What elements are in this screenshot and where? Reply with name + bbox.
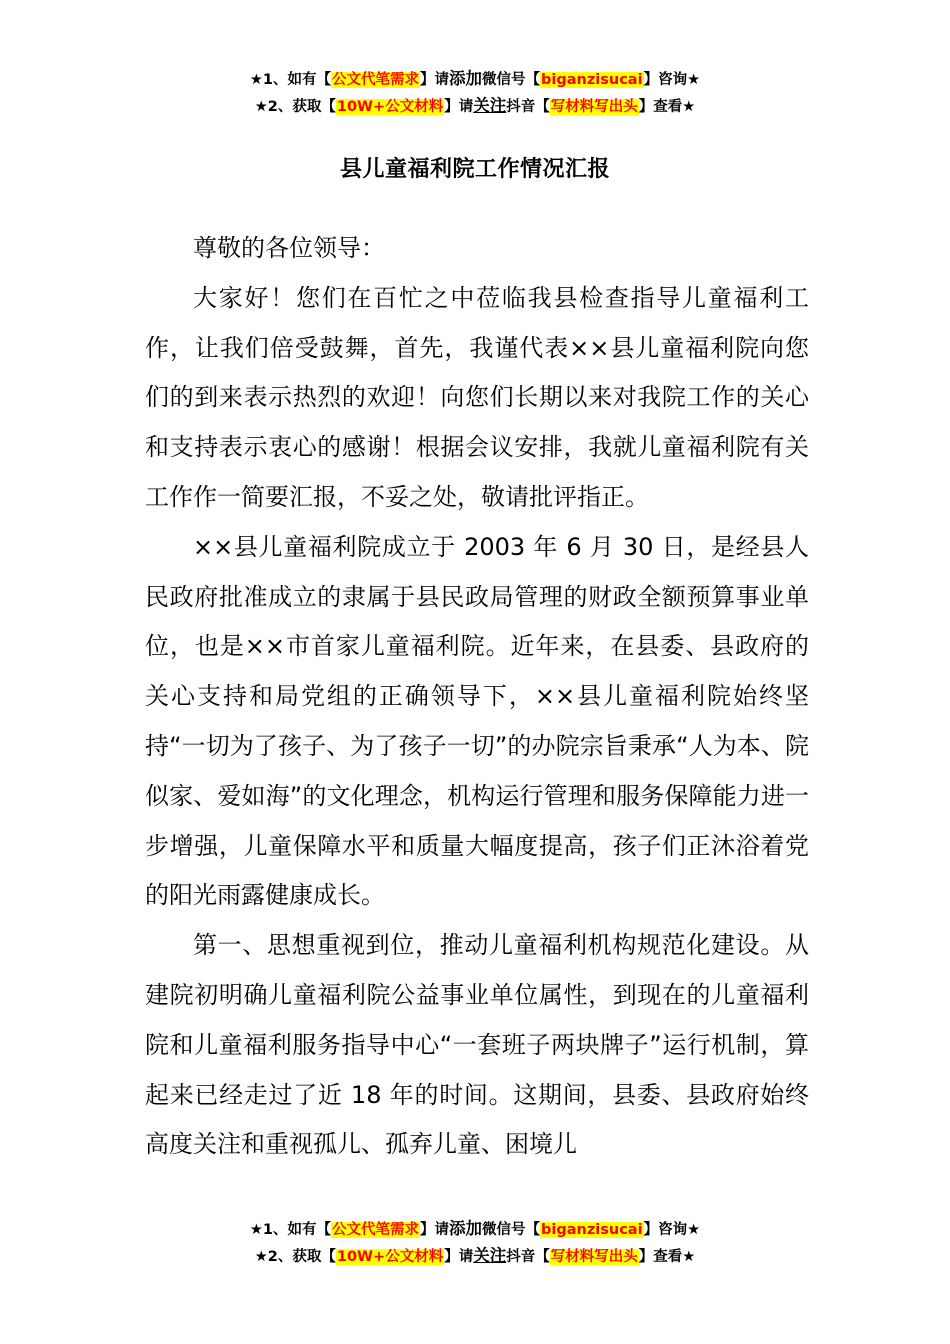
promo-line-1 <box>0 1216 950 1243</box>
promo-line-1 <box>0 66 950 93</box>
promo-text: ★2、获取【 <box>254 1249 336 1265</box>
promo-highlight: 写材料写出头 <box>550 1249 638 1265</box>
salutation: 尊敬的各位领导： <box>193 234 385 262</box>
document-body <box>145 224 809 1170</box>
promo-highlight: 写材料写出头 <box>550 99 638 115</box>
promo-text: ★2、获取【 <box>254 99 336 115</box>
promo-highlight: 公文代笔需求 <box>332 72 420 88</box>
promo-text: 】请 <box>444 1249 474 1265</box>
document-title: 县儿童福利院工作情况汇报 <box>339 157 610 182</box>
body-paragraph: 第一、思想重视到位，推动儿童福利机构规范化建设。从建院初明确儿童福利院公益事业单位属性，到现在的儿童福利院和儿童福利服务指导中心“一套班子两块牌子”运行机制，算起来已经走过了近 18 年的时间。这期间，县委、县政府始终高度关注和重视孤儿、孤弃儿童、困境儿 <box>145 931 809 1159</box>
promo-banner-top <box>0 66 950 120</box>
promo-highlight: 公文代笔需求 <box>332 1222 420 1238</box>
promo-highlight: 10W+公文材料 <box>336 99 444 115</box>
promo-text: 微信号【 <box>482 72 541 88</box>
promo-text: 】请 <box>444 99 474 115</box>
promo-highlight: biganzisucai <box>541 72 643 88</box>
promo-text: 】咨询★ <box>643 1222 701 1238</box>
promo-emphasis: 关注 <box>473 96 507 115</box>
promo-emphasis: 添加 <box>449 69 483 88</box>
promo-text: 微信号【 <box>482 1222 541 1238</box>
promo-text: 】查看★ <box>638 99 696 115</box>
promo-text: 】请 <box>420 72 450 88</box>
promo-emphasis: 添加 <box>449 1219 483 1238</box>
promo-emphasis: 关注 <box>473 1246 507 1265</box>
promo-text: ★1、如有【 <box>249 72 332 88</box>
promo-highlight: biganzisucai <box>541 1222 643 1238</box>
body-paragraph: ××县儿童福利院成立于 2003 年 6 月 30 日，是经县人民政府批准成立的隶属于县民政局管理的财政全额预算事业单位，也是××市首家儿童福利院。近年来，在县委、县政府的关心支持和局党组的正确领导下，××县儿童福利院始终坚持“一切为了孩子、为了孩子一切”的办院宗旨秉承“人为本、院似家、爱如海”的文化理念，机构运行管理和服务保障能力进一步增强，儿童保障水平和质量大幅度提高，孩子们正沐浴着党的阳光雨露健康成长。 <box>145 532 809 910</box>
promo-banner-bottom <box>0 1216 950 1270</box>
promo-highlight: 10W+公文材料 <box>336 1249 444 1265</box>
promo-text: 抖音【 <box>506 1249 550 1265</box>
promo-text: 】请 <box>420 1222 450 1238</box>
promo-text: 】咨询★ <box>643 72 701 88</box>
body-paragraph: 大家好！您们在百忙之中莅临我县检查指导儿童福利工作，让我们倍受鼓舞，首先，我谨代表××县儿童福利院向您们的到来表示热烈的欢迎！向您们长期以来对我院工作的关心和支持表示衷心的感谢！根据会议安排，我就儿童福利院有关工作作一简要汇报，不妥之处，敬请批评指正。 <box>145 283 809 511</box>
promo-text: 】查看★ <box>638 1249 696 1265</box>
promo-text: ★1、如有【 <box>249 1222 332 1238</box>
promo-text: 抖音【 <box>506 99 550 115</box>
promo-line-2 <box>0 93 950 120</box>
promo-line-2 <box>0 1243 950 1270</box>
